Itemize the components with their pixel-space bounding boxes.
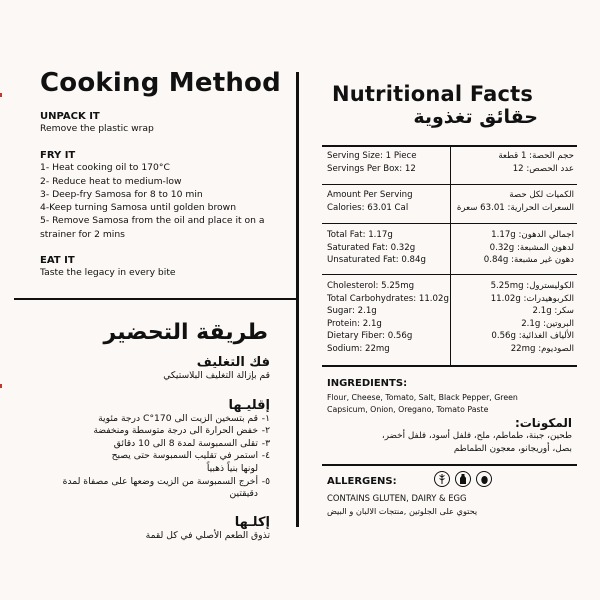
dietary-fiber-ar: الألياف الغذائية: 0.56g [491, 331, 574, 342]
amount-info-ar [452, 189, 574, 214]
unpack-heading: UNPACK IT [40, 111, 100, 122]
servings-per-box: Servings Per Box: 12 [327, 163, 416, 174]
cooking-method-section [40, 111, 292, 279]
ingredients-line-ar: طحين، جبنة، طماطم، ملح، فلفل أسود، فلفل أخضر، [381, 431, 572, 441]
step-number: ١- [261, 412, 270, 424]
edge-mark [0, 93, 2, 97]
total-fat: Total Fat: 1.17g [327, 230, 393, 240]
step-line: أخرج السمبوسة من الزيت وضعها على مصفاة لمدة [62, 475, 258, 487]
amount-info [327, 189, 449, 214]
fry-heading: FRY IT [40, 150, 76, 162]
unpack-text-ar: قم بإزالة التغليف البلاستيكي [163, 370, 270, 381]
dietary-fiber: Dietary Fiber: 0.56g [327, 331, 413, 342]
allergens-text: CONTAINS GLUTEN, DAIRY & EGG [327, 493, 467, 503]
fry-step-ar [40, 438, 270, 451]
ingredients-heading-ar: المكونات: [514, 416, 572, 430]
cholesterol: Cholesterol: 5.25mg [327, 281, 415, 291]
fry-step: 2- Reduce heat to medium-low [40, 175, 182, 187]
total-fat-ar: اجمالي الدهون: 1.17g [491, 230, 574, 240]
allergens-section [327, 476, 577, 516]
sugar-ar: سكر: 2.1g [532, 306, 574, 317]
ingredients-heading: INGREDIENTS: [327, 378, 408, 389]
serving-size: Serving Size: 1 Piece [327, 151, 417, 161]
fat-info [327, 229, 449, 267]
step-number: ٢- [261, 425, 270, 437]
serving-info-ar [452, 150, 574, 175]
dairy-icon [455, 471, 471, 487]
serving-size-ar: حجم الحصة: 1 قطعة [498, 151, 574, 161]
unsaturated-fat: Unsaturated Fat: 0.84g [327, 255, 426, 266]
unpack-text: Remove the plastic wrap [40, 123, 154, 134]
unpack-heading-ar: فك التغليف [196, 355, 270, 370]
step-line: خفض الحرارة الى درجة متوسطة ومنخفضة [93, 425, 258, 437]
ingredients-line: Flour, Cheese, Tomato, Salt, Black Pepper, Green [327, 393, 518, 402]
step-line: دقيقتين [229, 488, 258, 500]
nutrition-title: Nutritional Facts [332, 82, 534, 106]
allergens-text-ar: يحتوي على الجلوتين ,منتجات الالبان و البيض [327, 506, 478, 516]
saturated-fat-ar: لدهون المشبعة: 0.32g [489, 242, 574, 253]
step-line: لونها بنياً ذهبياً [206, 462, 258, 474]
total-carbohydrates-ar: الكربوهيدرات: 11.02g [490, 293, 574, 304]
fat-info-ar [452, 229, 574, 267]
fry-step: strainer for 2 mins [40, 228, 125, 240]
eat-heading: EAT IT [40, 255, 75, 267]
eat-text-ar: تذوق الطعم الأصلي في كل لقمة [145, 529, 270, 541]
cooking-method-title-ar: طريقة التحضير [103, 320, 268, 345]
nutrition-title-ar: حقائق تغذوية [413, 106, 538, 128]
ingredients-section-ar [322, 416, 572, 455]
gluten-icon [434, 471, 450, 487]
allergens-heading: ALLERGENS: [327, 476, 397, 487]
other-nutrients-ar [452, 280, 574, 356]
fry-step-ar [40, 413, 270, 426]
sugar: Sugar: 2.1g [327, 306, 377, 317]
ingredients-line-ar: بصل، أوريجانو، معجون الطماطم [453, 443, 572, 454]
other-nutrients [327, 280, 451, 356]
step-line: قم بتسخين الزيت الى 170°C درجة مئوية [98, 412, 258, 424]
fry-step: 4-Keep turning Samosa until golden brown [40, 202, 237, 214]
step-number: ٥- [261, 475, 270, 487]
unsaturated-fat-ar: دهون غير مشبعة: 0.84g [483, 255, 574, 266]
cooking-method-title: Cooking Method [40, 68, 281, 98]
allergens-rule [322, 464, 577, 466]
servings-per-box-ar: عدد الحصص: 12 [512, 163, 574, 174]
calories-ar: السعرات الحرارية: 63.01 سعرة [456, 202, 574, 213]
protein: Protein: 2.1g [327, 318, 382, 329]
cooking-method-section-ar [40, 355, 270, 542]
egg-icon [476, 471, 492, 487]
eat-heading-ar: إكلـها [234, 514, 270, 530]
calories: Calories: 63.01 Cal [327, 202, 409, 213]
sodium-ar: الصوديوم: 22mg [510, 343, 574, 354]
total-carbohydrates: Total Carbohydrates: 11.02g [327, 293, 449, 304]
horizontal-divider-left [14, 298, 296, 300]
sodium: Sodium: 22mg [327, 343, 390, 354]
eat-text: Taste the legacy in every bite [40, 267, 176, 279]
amount-per-serving: Amount Per Serving [327, 190, 413, 200]
step-line: تقلى السمبوسة لمدة 8 الى 10 دقائق [113, 437, 258, 449]
serving-info [327, 150, 449, 175]
ingredients-section [327, 378, 577, 415]
fry-step: 5- Remove Samosa from the oil and place it on a [40, 215, 265, 227]
amount-per-serving-ar: الكميات لكل حصة [509, 190, 574, 200]
step-number: ٤- [261, 450, 270, 462]
fry-step-ar [40, 450, 270, 475]
step-line: استمر في تقليب السمبوسة حتى يصبح [111, 450, 258, 462]
vertical-divider [296, 72, 299, 527]
step-number: ٣- [261, 437, 270, 449]
saturated-fat: Saturated Fat: 0.32g [327, 242, 416, 253]
ingredients-line: Capsicum, Onion, Oregano, Tomato Paste [327, 404, 489, 414]
fry-step: 1- Heat cooking oil to 170°C [40, 162, 170, 174]
protein-ar: البروتين: 2.1g [521, 318, 574, 329]
fry-step-ar [40, 425, 270, 438]
fry-heading-ar: إقليـها [228, 397, 270, 413]
fry-step-ar [40, 476, 270, 501]
edge-mark [0, 384, 2, 388]
fry-step: 3- Deep-fry Samosa for 8 to 10 min [40, 188, 203, 200]
cholesterol-ar: الكوليسترول: 5.25mg [490, 281, 574, 291]
